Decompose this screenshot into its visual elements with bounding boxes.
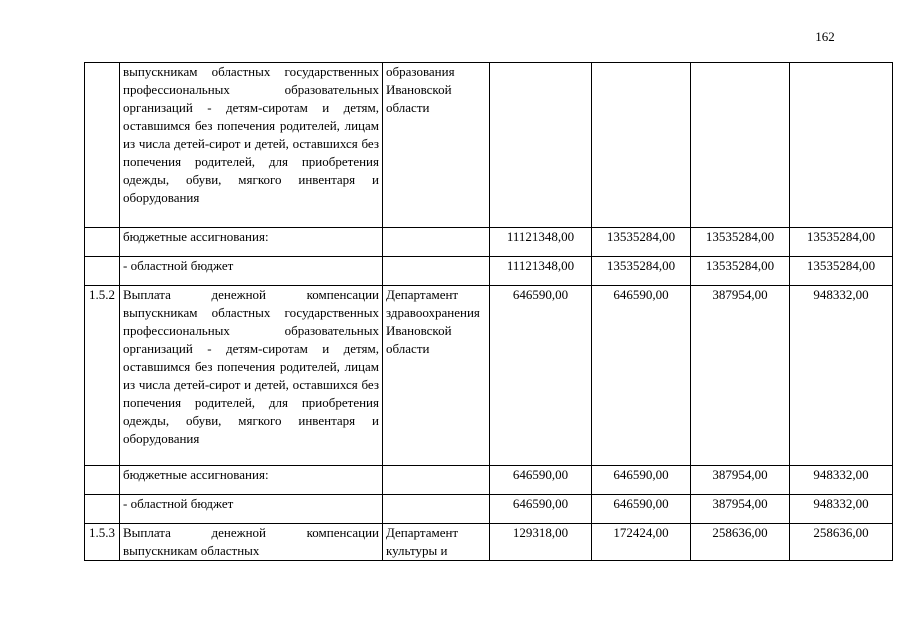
value-cell-3: 258636,00	[691, 524, 790, 561]
value-cell-4: 258636,00	[790, 524, 893, 561]
table-row	[85, 524, 893, 561]
value-cell-3: 13535284,00	[691, 257, 790, 286]
value-cell-4: 948332,00	[790, 495, 893, 524]
table-row	[85, 63, 893, 228]
row-number-cell	[85, 228, 120, 257]
table-row	[85, 257, 893, 286]
value-cell-3: 387954,00	[691, 495, 790, 524]
row-number-cell	[85, 466, 120, 495]
row-number-cell: 1.5.2	[85, 286, 120, 466]
value-cell-1: 646590,00	[490, 495, 592, 524]
page-number: 162	[815, 29, 835, 44]
value-cell-4: 13535284,00	[790, 228, 893, 257]
activity-name-cell: Выплата денежной компенсации выпускникам областных	[120, 524, 383, 561]
value-cell-2	[592, 63, 691, 228]
activity-name-cell: бюджетные ассигнования:	[120, 466, 383, 495]
activity-name-cell: бюджетные ассигнования:	[120, 228, 383, 257]
value-cell-1: 129318,00	[490, 524, 592, 561]
responsible-cell: Департамент здравоохранения Ивановской области	[383, 286, 490, 466]
value-cell-4: 948332,00	[790, 286, 893, 466]
value-cell-1: 11121348,00	[490, 228, 592, 257]
activity-name-cell: - областной бюджет	[120, 495, 383, 524]
row-number-cell	[85, 257, 120, 286]
table-row	[85, 466, 893, 495]
activity-name-cell: Выплата денежной компенсации выпускникам областных государственных профессиональных образовательных организаций - детям-сиротам и детям, оставшимся без попечения родителей, лицам из числа детей-сирот и детей, оставшихся без попечения родителей, для приобретения одежды, обуви, мягкого инвентаря и оборудования	[120, 286, 383, 466]
responsible-cell: образования Ивановской области	[383, 63, 490, 228]
row-number-cell	[85, 63, 120, 228]
value-cell-1: 646590,00	[490, 466, 592, 495]
value-cell-2: 646590,00	[592, 495, 691, 524]
responsible-cell: Департамент культуры и	[383, 524, 490, 561]
value-cell-1: 11121348,00	[490, 257, 592, 286]
responsible-cell	[383, 228, 490, 257]
row-number-cell	[85, 495, 120, 524]
activity-name-cell: выпускникам областных государственных профессиональных образовательных организаций - детям-сиротам и детям, оставшимся без попечения родителей, лицам из числа детей-сирот и детей, оставшихся без попечения родителей, для приобретения одежды, обуви, мягкого инвентаря и оборудования	[120, 63, 383, 228]
table-row	[85, 495, 893, 524]
value-cell-1	[490, 63, 592, 228]
value-cell-2: 13535284,00	[592, 257, 691, 286]
responsible-cell	[383, 495, 490, 524]
value-cell-2: 13535284,00	[592, 228, 691, 257]
value-cell-2: 646590,00	[592, 286, 691, 466]
value-cell-4: 948332,00	[790, 466, 893, 495]
budget-table	[84, 62, 893, 561]
value-cell-3	[691, 63, 790, 228]
activity-name-cell: - областной бюджет	[120, 257, 383, 286]
value-cell-2: 172424,00	[592, 524, 691, 561]
responsible-cell	[383, 257, 490, 286]
value-cell-4: 13535284,00	[790, 257, 893, 286]
responsible-cell	[383, 466, 490, 495]
value-cell-3: 387954,00	[691, 466, 790, 495]
value-cell-4	[790, 63, 893, 228]
row-number-cell: 1.5.3	[85, 524, 120, 561]
value-cell-2: 646590,00	[592, 466, 691, 495]
value-cell-3: 387954,00	[691, 286, 790, 466]
value-cell-1: 646590,00	[490, 286, 592, 466]
table-row	[85, 228, 893, 257]
value-cell-3: 13535284,00	[691, 228, 790, 257]
table-row	[85, 286, 893, 466]
